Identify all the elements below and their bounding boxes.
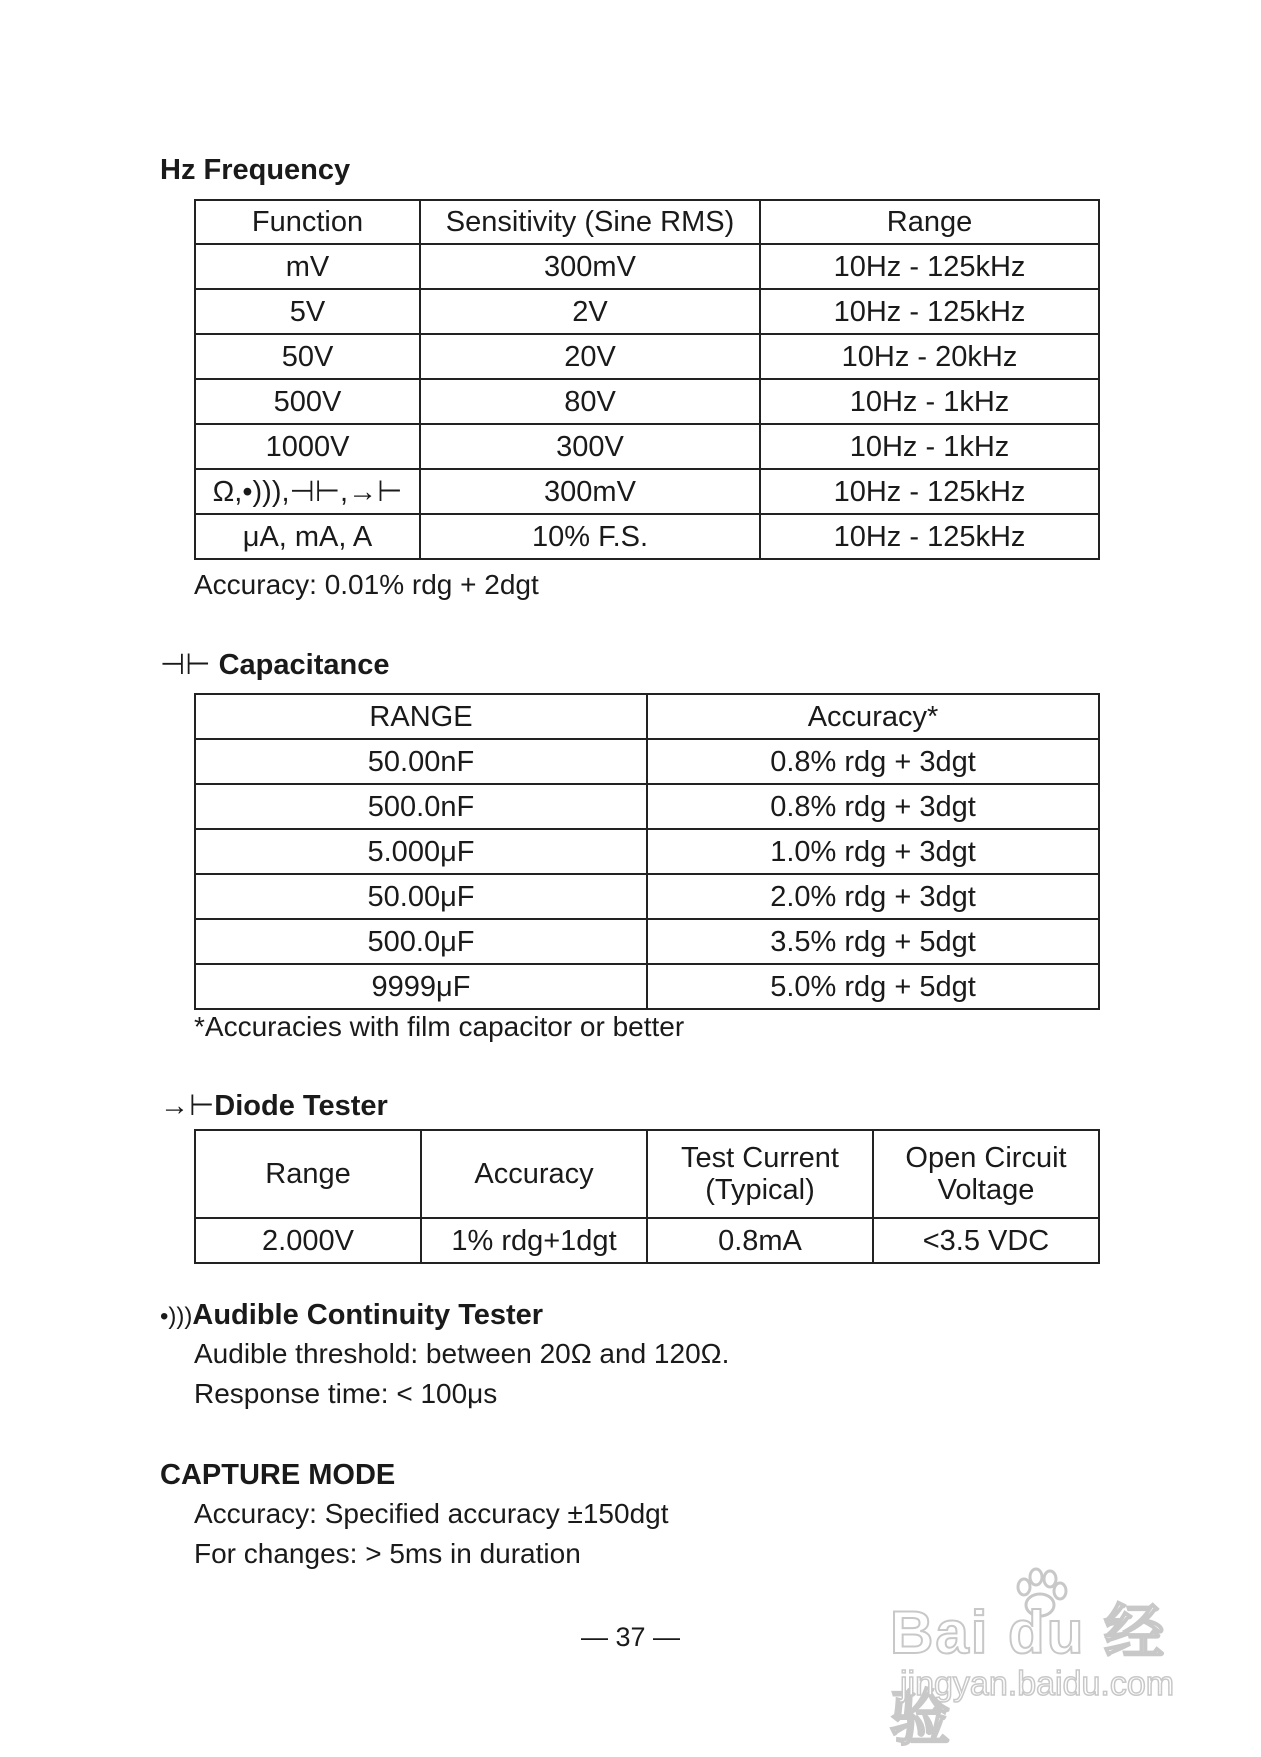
table-cell: 5.000μF (195, 829, 647, 874)
table-row (195, 919, 1099, 964)
table-row (195, 1218, 1099, 1263)
table-cell: 300V (420, 424, 760, 469)
table-cell: 50V (195, 334, 420, 379)
column-header: Accuracy (421, 1130, 647, 1218)
table-cell: 5V (195, 289, 420, 334)
table-cell: 10Hz - 20kHz (760, 334, 1099, 379)
table-cell: Ω,•))),⊣⊢,→⊢ (195, 469, 420, 514)
table-row (195, 784, 1099, 829)
table-cell: 10% F.S. (420, 514, 760, 559)
table-cell: 10Hz - 1kHz (760, 379, 1099, 424)
table-cell: 1000V (195, 424, 420, 469)
table-cell: mV (195, 244, 420, 289)
continuity-heading-text: Audible Continuity Tester (192, 1299, 544, 1331)
table-cell: 1.0% rdg + 3dgt (647, 829, 1099, 874)
continuity-threshold: Audible threshold: between 20Ω and 120Ω. (194, 1338, 730, 1369)
table-cell: 500.0μF (195, 919, 647, 964)
table-cell: <3.5 VDC (873, 1218, 1099, 1263)
capacitor-icon: ⊣⊢ (160, 649, 211, 681)
table-row (195, 829, 1099, 874)
table-cell: 10Hz - 125kHz (760, 244, 1099, 289)
table-row (195, 514, 1099, 559)
table-cell: 50.00μF (195, 874, 647, 919)
table-cell: 0.8mA (647, 1218, 873, 1263)
table-row (195, 334, 1099, 379)
table-cell: 80V (420, 379, 760, 424)
column-header: Accuracy* (647, 694, 1099, 739)
table-cell: 10Hz - 125kHz (760, 289, 1099, 334)
capacitance-heading (160, 648, 389, 682)
table-cell: 5.0% rdg + 5dgt (647, 964, 1099, 1009)
table-row (195, 379, 1099, 424)
table-cell: μA, mA, A (195, 514, 420, 559)
table-cell: 0.8% rdg + 3dgt (647, 739, 1099, 784)
capture-duration: For changes: > 5ms in duration (194, 1538, 581, 1569)
table-cell: 2.0% rdg + 3dgt (647, 874, 1099, 919)
column-header: RANGE (195, 694, 647, 739)
table-row (195, 739, 1099, 784)
table-cell: 2V (420, 289, 760, 334)
diode-table (194, 1129, 1100, 1264)
table-cell: 300mV (420, 244, 760, 289)
column-header: Range (760, 200, 1099, 244)
column-header: Function (195, 200, 420, 244)
frequency-accuracy-note: Accuracy: 0.01% rdg + 2dgt (194, 569, 539, 600)
table-cell: 300mV (420, 469, 760, 514)
table-row (195, 424, 1099, 469)
table-cell: 1% rdg+1dgt (421, 1218, 647, 1263)
table-row (195, 874, 1099, 919)
column-header: Sensitivity (Sine RMS) (420, 200, 760, 244)
table-cell: 10Hz - 125kHz (760, 514, 1099, 559)
diode-icon: →⊢ (160, 1090, 215, 1122)
buzzer-icon: •))) (160, 1303, 193, 1330)
capacitance-table (194, 693, 1100, 1010)
table-header-row (195, 200, 1099, 244)
continuity-response-time: Response time: < 100μs (194, 1378, 498, 1409)
frequency-heading: Hz Frequency (160, 154, 351, 186)
capacitance-footnote: *Accuracies with film capacitor or better (194, 1011, 685, 1042)
table-cell: 500V (195, 379, 420, 424)
table-cell: 9999μF (195, 964, 647, 1009)
table-cell: 3.5% rdg + 5dgt (647, 919, 1099, 964)
column-header: Range (195, 1130, 421, 1218)
diode-heading-text: Diode Tester (214, 1090, 388, 1122)
table-cell: 10Hz - 125kHz (760, 469, 1099, 514)
diode-heading (160, 1089, 388, 1123)
table-cell: 2.000V (195, 1218, 421, 1263)
table-header-row (195, 1130, 1099, 1218)
continuity-heading (160, 1298, 543, 1334)
table-row (195, 469, 1099, 514)
table-header-row (195, 694, 1099, 739)
capacitance-heading-text: Capacitance (218, 649, 390, 681)
table-row (195, 244, 1099, 289)
capture-accuracy: Accuracy: Specified accuracy ±150dgt (194, 1498, 669, 1529)
column-header: Open Circuit Voltage (873, 1130, 1099, 1218)
table-row (195, 964, 1099, 1009)
frequency-table (194, 199, 1100, 560)
watermark-url: jingyan.baidu.com (900, 1665, 1175, 1703)
table-cell: 500.0nF (195, 784, 647, 829)
watermark-logo: Bai du 经验 (890, 1599, 1167, 1752)
table-cell: 20V (420, 334, 760, 379)
table-cell: 50.00nF (195, 739, 647, 784)
column-header: Test Current (Typical) (647, 1130, 873, 1218)
table-cell: 10Hz - 1kHz (760, 424, 1099, 469)
capture-mode-heading: CAPTURE MODE (160, 1459, 396, 1491)
table-row (195, 289, 1099, 334)
table-cell: 0.8% rdg + 3dgt (647, 784, 1099, 829)
baidu-jingyan-watermark (890, 1565, 1190, 1752)
page-number: — 37 — (580, 1622, 681, 1652)
